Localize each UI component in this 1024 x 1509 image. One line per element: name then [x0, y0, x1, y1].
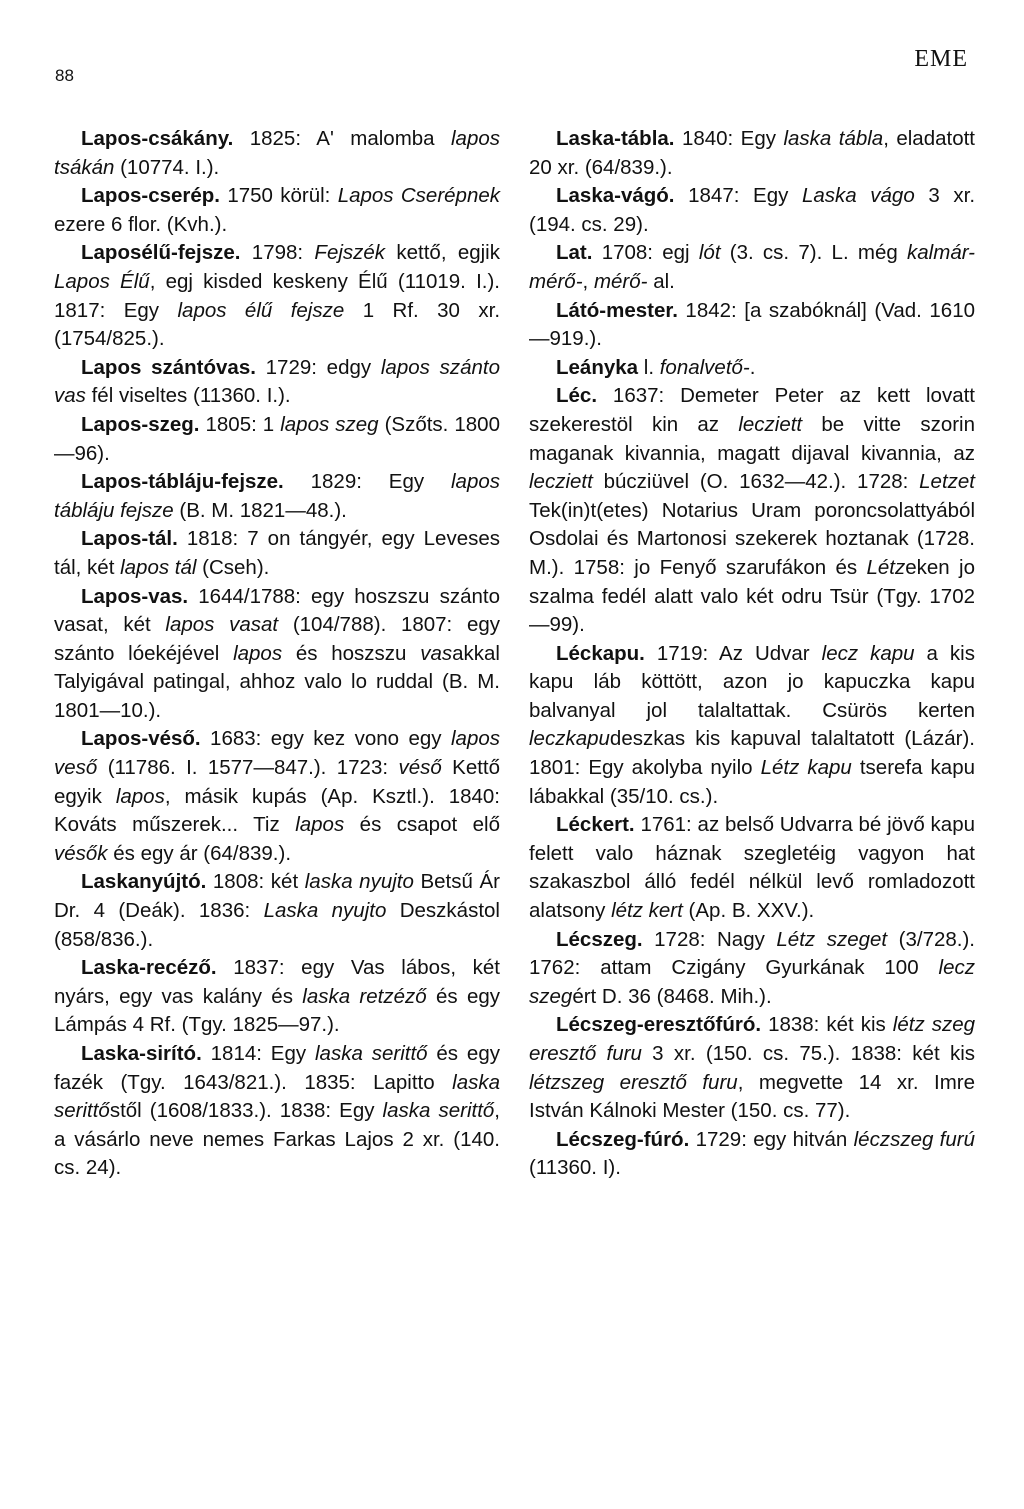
dictionary-entry	[529, 926, 975, 1012]
dictionary-entry	[54, 182, 500, 239]
entry-text: kettő, egjik	[385, 241, 500, 265]
entry-text: be vitte szorin maganak kivannia, magatt dijaval kivannia, az	[529, 412, 976, 465]
entry-headword: Lécszeg-fúró.	[556, 1127, 690, 1151]
entry-text: l.	[638, 355, 660, 379]
entry-text: 1708: egj	[592, 241, 699, 265]
dictionary-entry	[54, 354, 500, 411]
entry-text: 1840: Egy	[674, 127, 784, 150]
entry-text: 1837: egy Vas lábos, két nyárs, egy vas kalány és	[54, 956, 500, 1008]
entry-headword: Lapos-csákány.	[81, 127, 234, 150]
entry-text: 1814: Egy	[201, 1042, 315, 1065]
entry-headword: Lapos-szeg.	[81, 412, 200, 436]
entry-headword: Leányka	[556, 355, 639, 379]
entry-headword: Laposélű-fejsze.	[81, 241, 241, 265]
entry-quoted-term: véső	[398, 756, 442, 780]
entry-text: , egj kisded keskeny Élű (11019. I.). 1817: Egy	[54, 269, 500, 322]
entry-text: eken jo szalma fedél alatt valo két odru Tsür (Tgy. 1702—99).	[529, 555, 975, 637]
entry-headword: Laska-vágó.	[556, 184, 675, 208]
entry-text: 1729: egy hitván	[689, 1127, 854, 1151]
entry-text: 1808: két	[206, 870, 305, 894]
entry-text: (10774. I.).	[114, 155, 220, 179]
entry-text: 1728: Nagy	[642, 927, 777, 951]
entry-headword: Lapos szántóvas.	[81, 355, 256, 379]
dictionary-entry	[529, 182, 975, 239]
entry-text: , eladatott 20 xr. (64/839.).	[529, 127, 975, 179]
entry-headword: Laska-tábla.	[556, 127, 675, 150]
entry-quoted-term: Laska vágo	[801, 184, 915, 208]
dictionary-entry	[54, 468, 500, 525]
entry-headword: Lapos-cserép.	[81, 184, 220, 208]
entry-quoted-term: Létz szeget	[776, 927, 888, 951]
entry-headword: Lat.	[556, 241, 593, 265]
entry-headword: Lécszeg.	[556, 927, 643, 951]
dictionary-entry	[54, 1040, 500, 1183]
entry-text: 1838: két kis	[761, 1013, 893, 1037]
entry-quoted-term: Létz	[866, 555, 906, 579]
entry-headword: Lapos-vas.	[81, 584, 189, 608]
entry-text: akkal Talyigával patingal, ahhoz valo lo ruddal (B. M. 1801—10.).	[54, 641, 500, 722]
entry-text: (3. cs. 7). L. még	[720, 241, 908, 265]
running-head: EME	[914, 46, 968, 72]
entry-quoted-term: létzszeg eresztő furu	[529, 1070, 738, 1094]
entry-quoted-term: mérő-	[593, 269, 648, 293]
entry-text: deszkas kis kapuval talaltatott (Lázár). 1801: Egy akolyba nyilo	[529, 727, 975, 780]
entry-text: 3 xr. (194. cs. 29).	[529, 184, 976, 236]
dictionary-entry	[54, 954, 500, 1040]
entry-quoted-term: lecz kapu	[821, 641, 915, 665]
dictionary-entry	[54, 583, 500, 726]
entry-headword: Lapos-véső.	[81, 727, 201, 751]
entry-quoted-term: létz kert	[611, 899, 683, 923]
entry-text: 1719: Az Udvar	[644, 641, 822, 665]
left-column	[54, 125, 500, 1183]
dictionary-entry	[529, 1011, 975, 1125]
entry-text: , megvette 14 xr. Imre István Kálnoki Mester (150. cs. 77).	[529, 1070, 975, 1123]
entry-text: , a vásárlo neve nemes Farkas Lajos 2 xr. (140. cs. 24).	[54, 1099, 500, 1180]
entry-text: 1818: 7 on tángyér, egy Leveses tál, két	[54, 527, 500, 579]
entry-quoted-term: kalmár-mérő-	[529, 241, 975, 293]
entry-quoted-term: Laska nyujto	[263, 899, 387, 923]
entry-quoted-term: Lapos Cserépnek	[337, 184, 500, 208]
dictionary-entry	[54, 525, 500, 582]
entry-text: (11786. I. 1577—847.). 1723:	[97, 756, 399, 780]
entry-text: tserefa kapu lábakkal (35/10. cs.).	[529, 756, 975, 808]
entry-text: .	[749, 355, 756, 379]
entry-quoted-term: lapos tábláju fejsze	[54, 470, 500, 522]
entry-quoted-term: lapos	[295, 813, 345, 837]
entry-quoted-term: lapos élű fejsze	[177, 298, 345, 322]
entry-headword: Laska-recéző.	[81, 956, 217, 980]
dictionary-entry	[529, 239, 975, 296]
entry-quoted-term: vésők	[54, 841, 108, 865]
entry-text: (104/788). 1807: egy szánto lóekéjével	[54, 613, 500, 665]
entry-quoted-term: Létz kapu	[760, 756, 852, 780]
dictionary-entry	[529, 354, 975, 383]
entry-quoted-term: laska serittő	[382, 1099, 495, 1123]
entry-text: ért D. 36 (8468. Mih.).	[572, 984, 772, 1008]
entry-quoted-term: lapos szánto vas	[54, 355, 500, 408]
entry-quoted-term: vas	[420, 641, 453, 665]
entry-quoted-term: lecziett	[738, 412, 803, 436]
entry-text: és hoszszu	[282, 641, 421, 665]
entry-text: 1798:	[240, 241, 315, 265]
entry-quoted-term: laska serittő	[54, 1070, 500, 1123]
dictionary-entry	[54, 868, 500, 954]
entry-headword: Léckapu.	[556, 641, 645, 665]
entry-quoted-term: lapos tál	[120, 555, 197, 579]
entry-text: és egy ár (64/839.).	[107, 841, 292, 865]
entry-text: (B. M. 1821—48.).	[173, 498, 347, 522]
entry-text: és csapot elő	[344, 813, 500, 837]
dictionary-entry	[529, 811, 975, 925]
entry-quoted-term: fonalvető-	[659, 355, 750, 379]
entry-quoted-term: lapos veső	[54, 727, 500, 780]
entry-text: Deszkástol (858/836.).	[54, 899, 500, 951]
dictionary-entry	[529, 297, 975, 354]
entry-text: 1729: edgy	[255, 355, 381, 379]
entry-headword: Lapos-tál.	[81, 527, 178, 551]
entry-text: , másik kupás (Ap. Ksztl.). 1840: Kováts műszerek... Tiz	[54, 784, 500, 837]
entry-headword: Léckert.	[556, 813, 635, 837]
entry-text: (Ap. B. XXV.).	[682, 899, 815, 923]
entry-quoted-term: laska retzéző	[302, 984, 427, 1008]
entry-text: és egy Lámpás 4 Rf. (Tgy. 1825—97.).	[54, 984, 501, 1037]
page-number: 88	[55, 66, 74, 85]
entry-quoted-term: lapos tsákán	[54, 127, 500, 179]
entry-text: búcziüvel (O. 1632—42.). 1728:	[592, 470, 920, 494]
entry-text: 1829: Egy	[283, 470, 451, 494]
entry-quoted-term: laska nyujto	[304, 870, 414, 894]
entry-text: al.	[647, 269, 675, 293]
entry-text: és egy fazék (Tgy. 1643/821.). 1835: Lapitto	[54, 1042, 500, 1094]
entry-quoted-term: Letzet	[919, 470, 975, 494]
entry-text: 1761: az belső Udvarra bé jövő kapu felett valo háznak szegletéig vagyon hat szakaszbol álló fedél nélkül levő romladozott alatsony	[529, 813, 975, 923]
entry-headword: Laskanyújtó.	[81, 870, 207, 894]
entry-quoted-term: Lapos Élű	[54, 269, 150, 293]
entry-headword: Léc.	[556, 384, 598, 408]
dictionary-entry	[54, 239, 500, 353]
entry-quoted-term: lapos	[115, 784, 165, 808]
entry-text: (11360. I).	[529, 1156, 621, 1180]
entry-text: 1750 körül:	[220, 184, 338, 208]
entry-text: Kettő egyik	[54, 756, 501, 808]
dictionary-entry	[54, 411, 500, 468]
entry-text: fél viseltes (11360. I.).	[85, 384, 291, 408]
entry-text: Betsű Ár Dr. 4 (Deák). 1836:	[54, 870, 500, 923]
dictionary-entry	[529, 640, 975, 812]
entry-quoted-term: léczszeg furú	[853, 1127, 976, 1151]
entry-text: 1842: [a szabóknál] (Vad. 1610—919.).	[529, 298, 975, 351]
entry-quoted-term: lapos	[233, 641, 283, 665]
entry-quoted-term: lapos vasat	[165, 613, 279, 637]
entry-headword: Lapos-tábláju-fejsze.	[81, 470, 284, 494]
entry-text: 3 xr. (150. cs. 75.). 1838: két kis	[641, 1042, 975, 1065]
dictionary-entry	[529, 1126, 975, 1183]
entry-text: 1825: A' malomba	[233, 127, 451, 150]
entry-text: 1805: 1	[199, 412, 281, 436]
dictionary-entry	[54, 725, 500, 868]
entry-text: ,	[582, 269, 594, 293]
entry-text: 1847: Egy	[674, 184, 802, 208]
entry-text: 1644/1788: egy hoszszu szánto vasat, két	[54, 584, 500, 637]
right-column	[529, 125, 975, 1183]
entry-headword: Laska-sirító.	[81, 1042, 202, 1065]
entry-quoted-term: lecziett	[529, 470, 593, 494]
entry-quoted-term: létz szeg eresztő furu	[529, 1013, 976, 1065]
entry-text: a kis kapu láb köttött, azon jo kapuczka kapu balvanyal jol talaltattak. Csürös kerten	[529, 641, 975, 722]
dictionary-entry	[529, 125, 975, 182]
dictionary-entry	[54, 125, 500, 182]
entry-text: (Szőts. 1800—96).	[54, 412, 500, 465]
entry-text: ezere 6 flor. (Kvh.).	[54, 212, 228, 236]
entry-quoted-term: laska tábla	[783, 127, 884, 150]
entry-text: 1 Rf. 30 xr. (1754/825.).	[54, 298, 501, 351]
entry-quoted-term: leczkapu	[529, 727, 610, 751]
entry-quoted-term: lecz szeg	[529, 956, 975, 1008]
entry-headword: Látó-mester.	[556, 298, 678, 322]
entry-headword: Lécszeg-eresztőfúró.	[556, 1013, 762, 1037]
entry-text: 1637: Demeter Peter az kett lovatt szekerestöl kin az	[529, 384, 975, 436]
entry-text: (3/728.). 1762: attam Czigány Gyurkának 100	[529, 927, 975, 980]
entry-text: Tek(in)t(etes) Notarius Uram poroncsolattyából Osdolai és Martonosi szekerek hoztanak (1728. M.). 1758: jo Fenyő szarufákon és	[529, 498, 975, 579]
entry-text: (Cseh).	[196, 555, 270, 579]
entry-text: stől (1608/1833.). 1838: Egy	[109, 1099, 383, 1123]
entry-quoted-term: lapos szeg	[280, 412, 379, 436]
dictionary-entry	[529, 382, 975, 639]
entry-quoted-term: Fejszék	[314, 241, 386, 265]
entry-quoted-term: laska serittő	[315, 1042, 428, 1065]
entry-quoted-term: lót	[698, 241, 721, 265]
entry-text: 1683: egy kez vono egy	[200, 727, 451, 751]
